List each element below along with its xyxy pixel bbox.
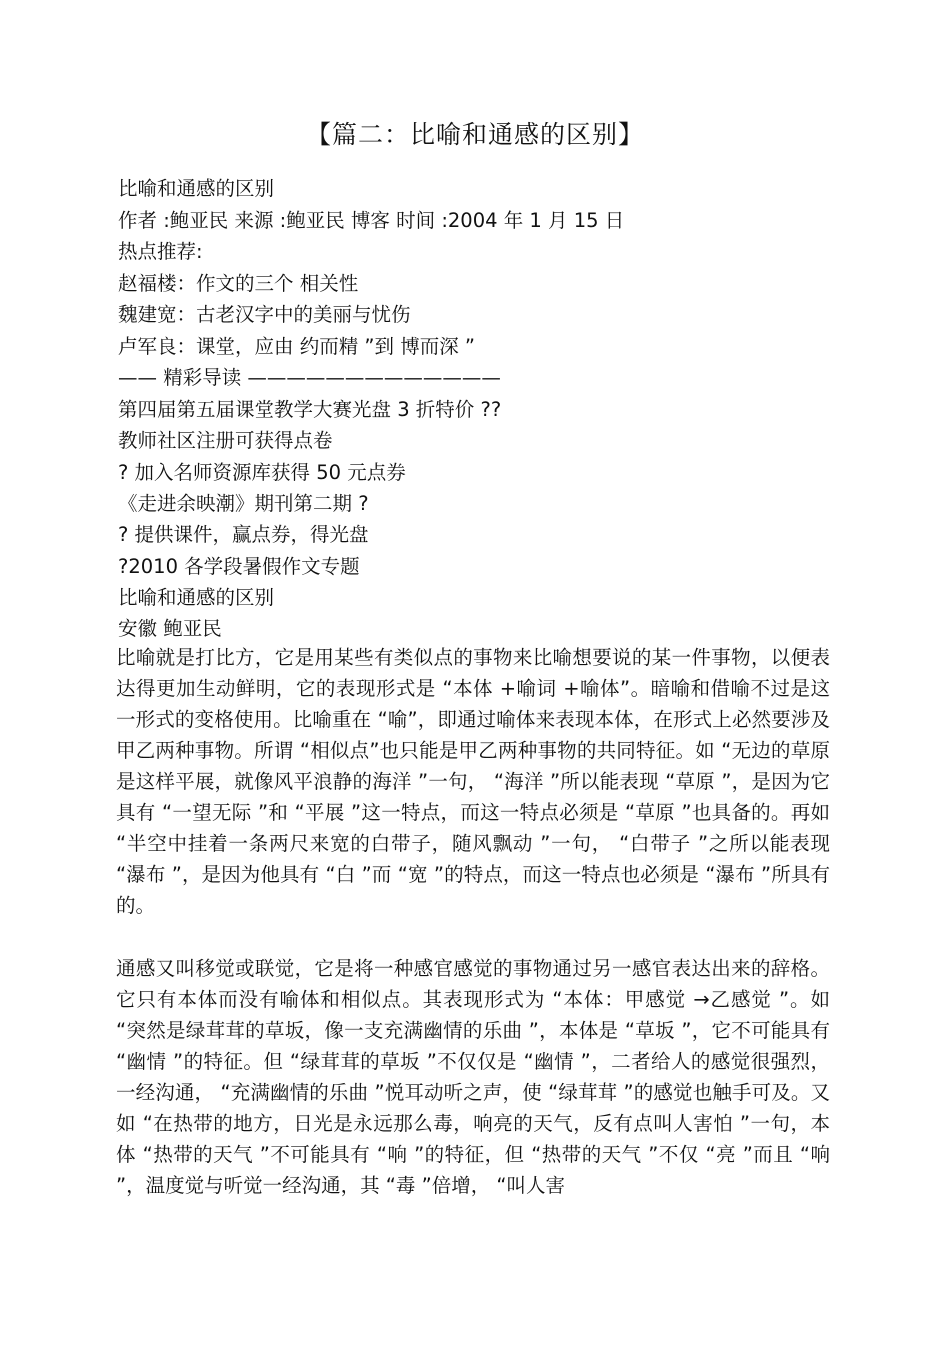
featured-guide-divider: —— 精彩导读 ————————————— bbox=[118, 366, 501, 389]
recommend-link-1[interactable]: 赵福楼：作文的三个 相关性 bbox=[118, 272, 359, 295]
recommend-link-3[interactable]: 卢军良：课堂，应由 约而精 ”到 博而深 ” bbox=[118, 335, 475, 358]
promo-line-4[interactable]: 《走进余映潮》期刊第二期 ? bbox=[118, 492, 369, 515]
article-author: 安徽 鲍亚民 bbox=[118, 617, 222, 640]
promo-line-2[interactable]: 教师社区注册可获得点卷 bbox=[118, 429, 333, 452]
hot-recommend-label: 热点推荐: bbox=[118, 240, 203, 263]
article-heading: 比喻和通感的区别 bbox=[118, 177, 275, 200]
document-title: 【篇二：比喻和通感的区别】 bbox=[305, 120, 644, 149]
recommend-link-2[interactable]: 魏建宽：古老汉字中的美丽与忧伤 bbox=[118, 303, 411, 326]
promo-line-6[interactable]: ?2010 各学段暑假作文专题 bbox=[118, 555, 360, 578]
article-subtitle: 比喻和通感的区别 bbox=[118, 586, 275, 609]
promo-line-5[interactable]: ? 提供课件，赢点券，得光盘 bbox=[118, 523, 369, 546]
paragraph-synesthesia: 通感又叫移觉或联觉，它是将一种感官感觉的事物通过另一感官表达出来的辞格。它只有本体而没有喻体和相似点。其表现形式为 “本体：甲感觉 →乙感觉 ”。如 “突然是绿茸茸的草坂，像一支充满幽情的乐曲 ”，本体是 “草坂 ”，它不可能具有 “幽情 ”的特征。但 “绿茸茸的草坂 ”不仅仅是 “幽情 ”，二者给人的感觉很强烈，一经沟通， “充满幽情的乐曲 ”悦耳动听之声，使 “绿茸茸 ”的感觉也触手可及。又如 “在热带的地方，日光是永远那么毒，响亮的天气，反有点叫人害怕 ”一句，本体 “热带的天气 ”不可能具有 “响 ”的特征，但 “热带的天气 ”不仅 “亮 ”而且 “响 ”，温度觉与听觉一经沟通，其 “毒 ”倍增， “叫人害 bbox=[116, 957, 830, 1197]
promo-line-1[interactable]: 第四届第五届课堂教学大赛光盘 3 折特价 ?? bbox=[118, 398, 502, 421]
promo-line-3[interactable]: ? 加入名师资源库获得 50 元点券 bbox=[118, 461, 406, 484]
paragraph-metaphor: 比喻就是打比方，它是用某些有类似点的事物来比喻想要说的某一件事物，以便表达得更加生动鲜明，它的表现形式是 “本体 +喻词 +喻体”。暗喻和借喻不过是这一形式的变格使用。比喻重在 “喻”，即通过喻体来表现本体，在形式上必然要涉及甲乙两种事物。所谓 “相似点”也只能是甲乙两种事物的共同特征。如 “无边的草原是这样平展，就像风平浪静的海洋 ”一句， “海洋 ”所以能表现 “草原 ”，是因为它具有 “一望无际 ”和 “平展 ”这一特点，而这一特点必须是 “草原 ”也具备的。再如 “半空中挂着一条两尺来宽的白带子，随风飘动 ”一句， “白带子 ”之所以能表现 “瀑布 ”，是因为他具有 “白 ”而 “宽 ”的特点，而这一特点也必须是 “瀑布 ”所具有的。 bbox=[116, 646, 830, 917]
article-meta: 作者 :鲍亚民 来源 :鲍亚民 博客 时间 :2004 年 1 月 15 日 bbox=[118, 209, 625, 232]
